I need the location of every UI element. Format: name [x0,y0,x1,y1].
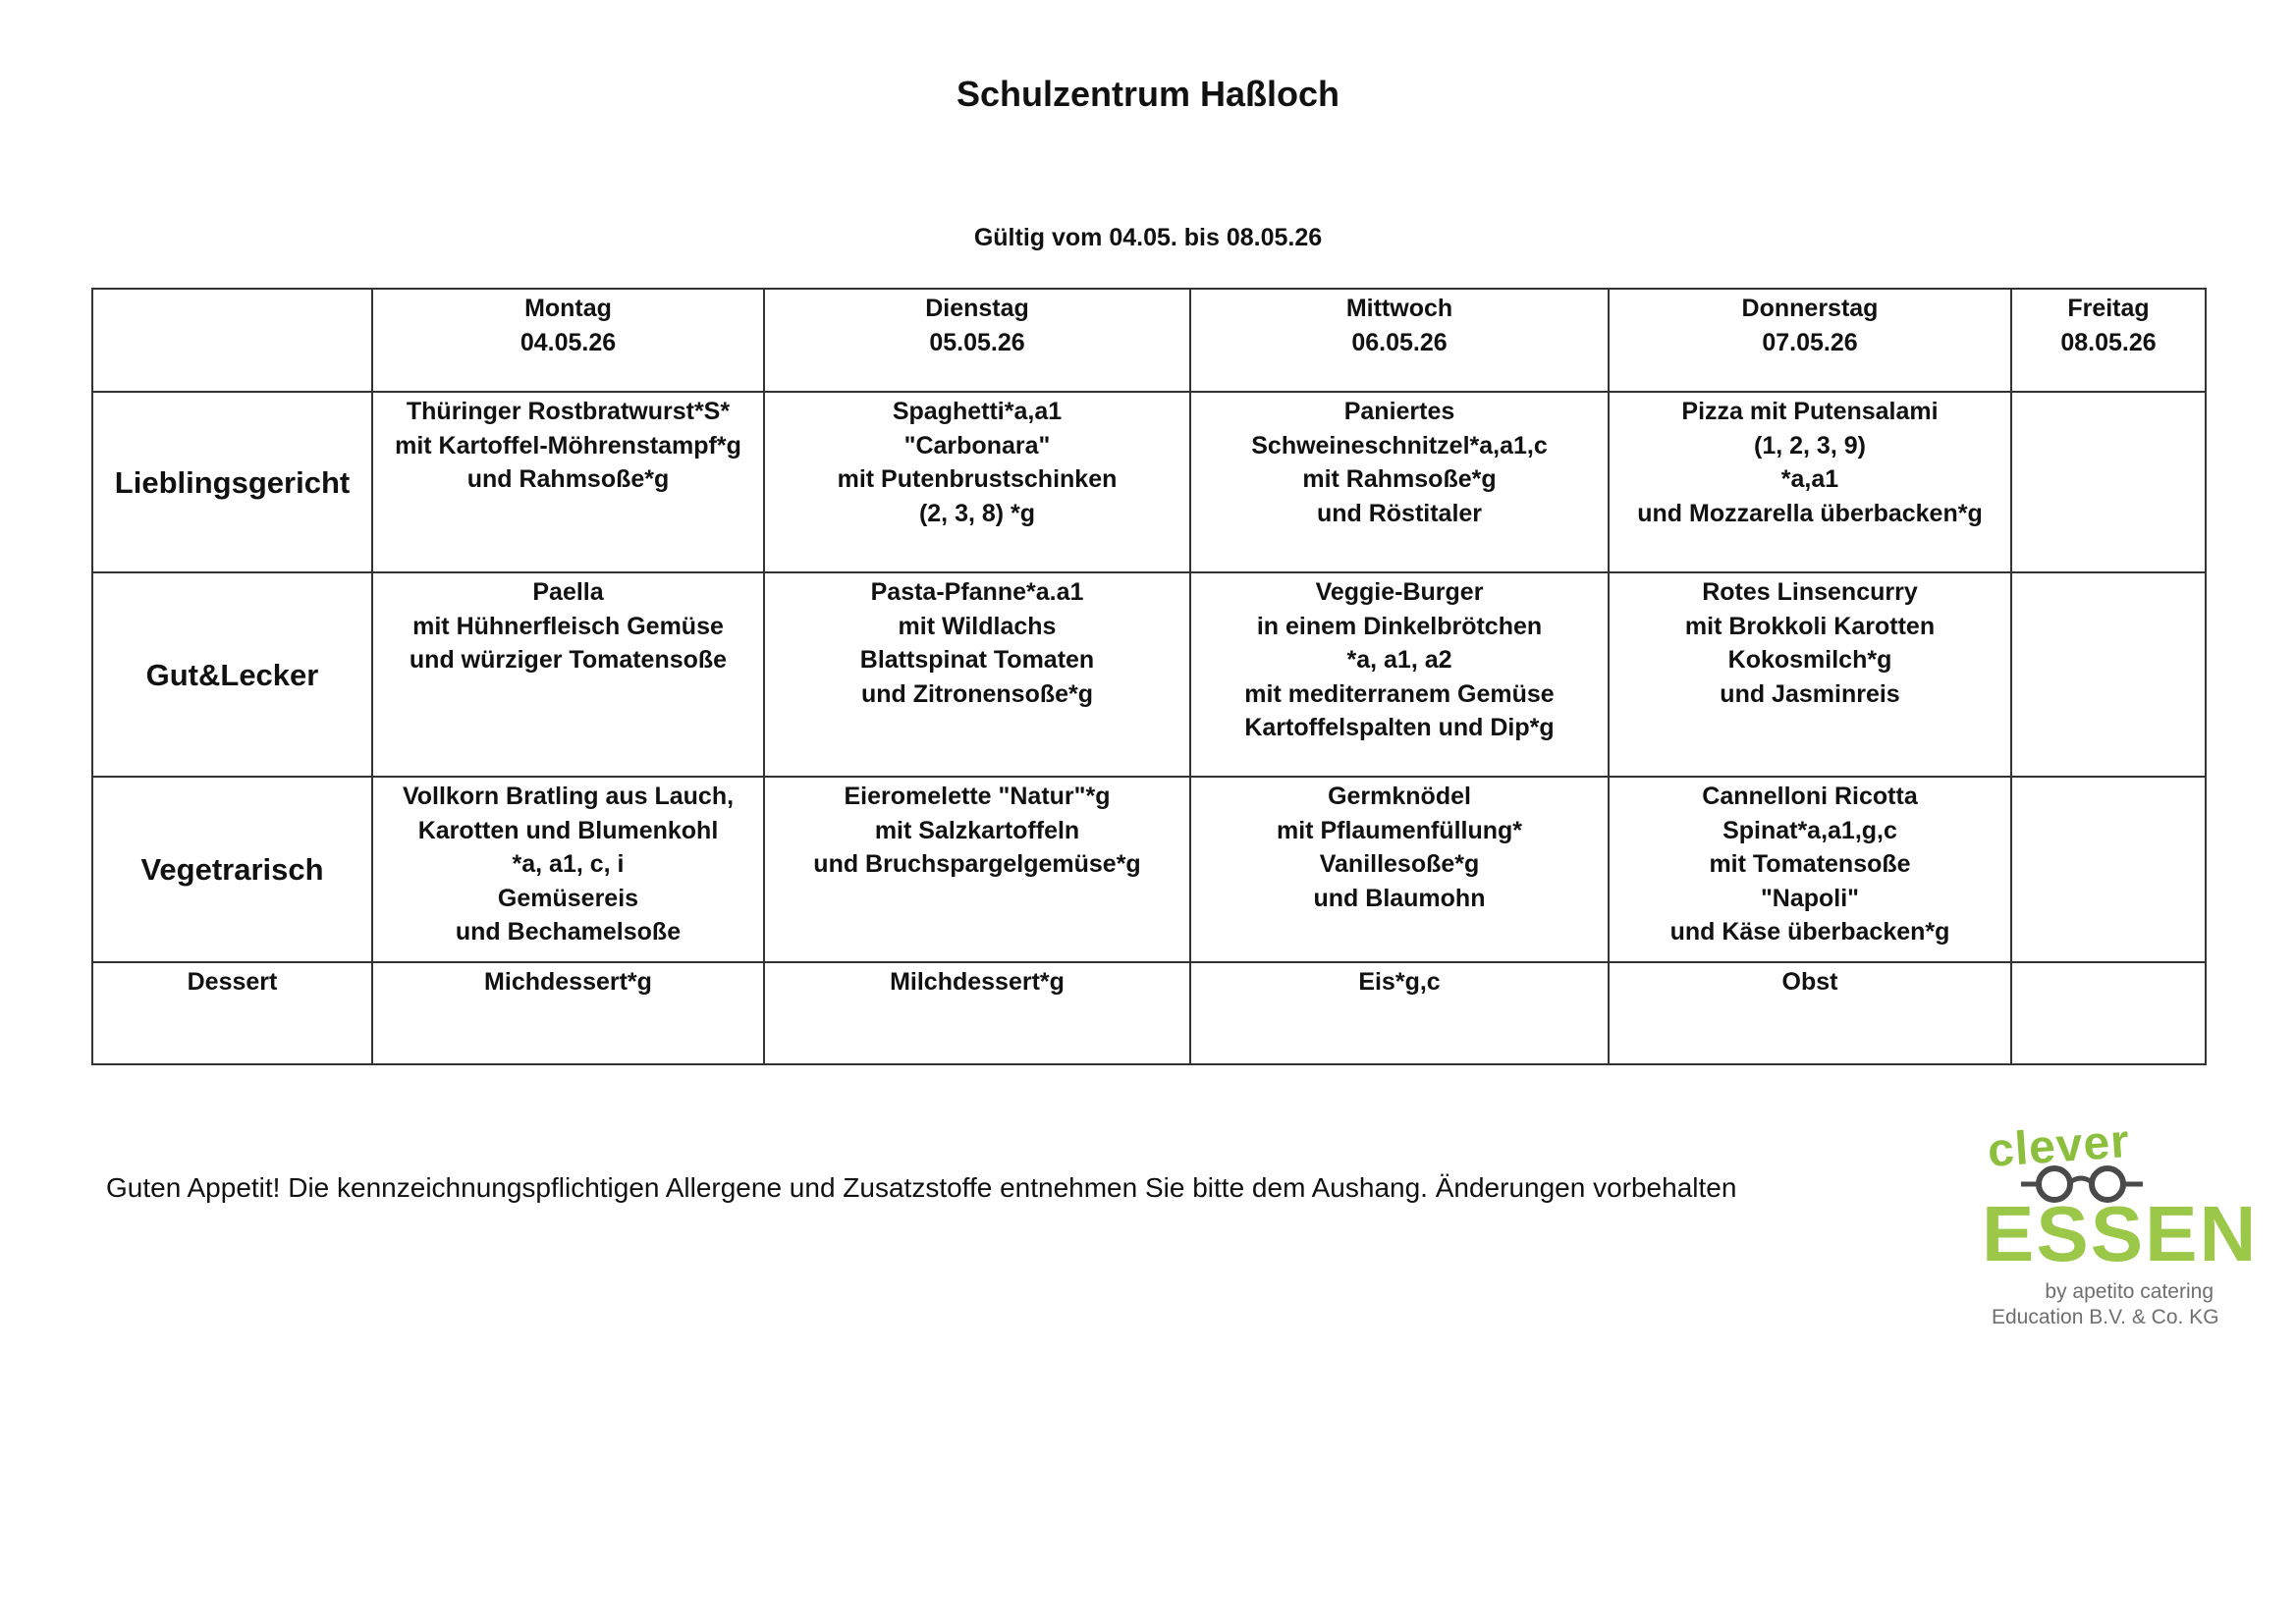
menu-line: und Bechamelsoße [455,918,682,946]
menu-cell [1190,572,1609,777]
menu-cell [764,962,1190,1064]
menu-line: "Napoli" [1760,884,1860,912]
menu-cell [1190,962,1609,1064]
menu-line: mit Rahmsoße*g [1302,465,1497,493]
menu-cell [2011,392,2206,572]
validity-period: Gültig vom 04.05. bis 08.05.26 [973,224,1323,251]
menu-cell [372,572,764,777]
menu-line: mit Wildlachs [898,612,1057,640]
day-header-wednesday [1190,289,1609,392]
footer-note: Guten Appetit! Die kennzeichnungspflichtigen Allergene und Zusatzstoffe entnehmen Sie bitte dem Aushang. Änderungen vorbehalten [106,1172,1737,1203]
menu-line: in einem Dinkelbrötchen [1256,612,1543,640]
menu-line: mit Brokkoli Karotten [1684,612,1936,640]
day-name: Dienstag [925,295,1029,322]
menu-line: Kartoffelspalten und Dip*g [1244,714,1555,741]
day-header-friday [2011,289,2206,392]
menu-line: Germknödel [1328,783,1471,810]
row-label: Gut&Lecker [92,572,372,777]
menu-line: "Carbonara" [903,431,1051,460]
day-name: Montag [524,295,612,322]
menu-cell [372,392,764,572]
menu-cell [764,777,1190,962]
menu-line: Pizza mit Putensalami [1681,398,1939,425]
logo-word-essen: ESSEN [1982,1190,2259,1277]
menu-line: Michdessert*g [484,968,652,996]
menu-cell [764,572,1190,777]
menu-line: Obst [1781,968,1838,996]
day-header-tuesday [764,289,1190,392]
menu-line: Karotten und Blumenkohl [417,816,719,844]
logo-company: Education B.V. & Co. KG [1992,1306,2219,1328]
day-date: 05.05.26 [929,328,1025,356]
menu-line: und würziger Tomatensoße [409,646,728,674]
menu-row-vegetarisch [92,777,2206,962]
menu-cell [1609,392,2011,572]
menu-row-gut-lecker [92,572,2206,777]
menu-line: Spaghetti*a,a1 [892,398,1063,425]
menu-cell [372,962,764,1064]
menu-line: Kokosmilch*g [1727,646,1892,674]
menu-line: und Zitronensoße*g [860,679,1094,708]
row-label: Lieblingsgericht [92,392,372,572]
menu-line: (2, 3, 8) *g [918,499,1036,527]
row-label: Vegetrarisch [92,777,372,962]
menu-line: Veggie-Burger [1315,578,1484,606]
day-date: 07.05.26 [1762,328,1858,356]
day-name: Donnerstag [1741,295,1879,322]
menu-line: Thüringer Rostbratwurst*S* [406,398,731,425]
menu-line: Cannelloni Ricotta [1702,783,1918,810]
menu-line: und Mozzarella überbacken*g [1637,499,1983,527]
menu-line: und Röstitaler [1316,499,1483,527]
menu-line: mit Putenbrustschinken [837,465,1118,493]
menu-cell [372,777,764,962]
menu-line: *a, a1, a2 [1346,646,1452,674]
menu-cell [2011,572,2206,777]
clever-essen-logo [1978,1115,2259,1335]
menu-line: Paella [532,578,604,606]
menu-line: Vanillesoße*g [1319,850,1480,878]
day-name: Freitag [2067,295,2150,322]
day-date: 06.05.26 [1351,328,1448,356]
menu-line: Schweineschnitzel*a,a1,c [1251,431,1548,460]
menu-cell [1190,392,1609,572]
menu-line: mit Hühnerfleisch Gemüse [412,612,724,640]
menu-line: und Käse überbacken*g [1669,918,1950,946]
menu-row-dessert [92,962,2206,1064]
menu-line: Spinat*a,a1,g,c [1722,816,1897,844]
menu-cell [2011,777,2206,962]
menu-line: mit Kartoffel-Möhrenstampf*g [395,431,741,460]
day-date: 04.05.26 [519,328,617,356]
menu-line: und Blaumohn [1313,884,1486,912]
menu-line: und Rahmsoße*g [466,465,670,493]
day-header-thursday [1609,289,2011,392]
menu-line: Milchdessert*g [890,968,1065,996]
menu-table [91,288,2207,1065]
menu-line: und Bruchspargelgemüse*g [813,850,1141,878]
menu-cell [764,392,1190,572]
row-label: Dessert [92,962,372,1064]
menu-line: mit mediterranem Gemüse [1244,679,1555,708]
header-row [92,289,2206,392]
menu-line: Eis*g,c [1358,968,1441,996]
menu-line: *a, a1, c, i [512,850,625,878]
menu-line: mit Tomatensoße [1709,850,1911,878]
page-title: Schulzentrum Haßloch [956,74,1340,114]
menu-line: Vollkorn Bratling aus Lauch, [402,783,735,810]
menu-line: Gemüsereis [497,884,639,912]
menu-line: *a,a1 [1780,465,1839,493]
menu-cell [1190,777,1609,962]
menu-row-lieblingsgericht [92,392,2206,572]
menu-line: Paniertes [1343,398,1455,425]
menu-cell [2011,962,2206,1064]
menu-line: Rotes Linsencurry [1702,578,1918,606]
menu-line: Pasta-Pfanne*a.a1 [870,578,1084,606]
menu-line: mit Salzkartoffeln [874,816,1080,844]
logo-word-clever: clever [1986,1115,2132,1177]
day-date: 08.05.26 [2060,328,2157,356]
menu-cell [1609,777,2011,962]
menu-line: Eieromelette "Natur"*g [844,783,1111,810]
menu-line: Blattspinat Tomaten [859,646,1095,674]
menu-cell [1609,962,2011,1064]
corner-cell [92,289,372,392]
day-header-monday [372,289,764,392]
logo-byline: by apetito catering [2045,1280,2214,1303]
menu-line: und Jasminreis [1720,679,1900,708]
day-name: Mittwoch [1345,295,1453,322]
menu-cell [1609,572,2011,777]
menu-line: (1, 2, 3, 9) [1754,431,1866,460]
menu-line: mit Pflaumenfüllung* [1277,816,1522,844]
